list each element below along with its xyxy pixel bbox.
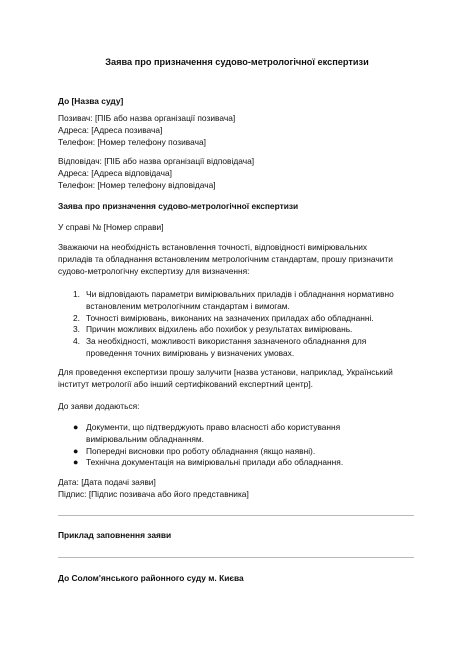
statement-heading: Заява про призначення судово-метрологічної експертизи: [58, 201, 299, 211]
engage-line: інститут метрології або інший сертифікований експертний центр].: [58, 378, 313, 389]
attachment-text: Документи, що підтверджують право власності або користування: [86, 422, 341, 432]
question-text: встановленим метрологічним стандартам і вимогам.: [86, 300, 290, 311]
intro-paragraph: [58, 242, 418, 277]
question-item: [58, 336, 418, 360]
example-heading: Приклад заповнення заяви: [58, 530, 172, 540]
question-text: За необхідності, можливості використання зазначеного обладнання для: [86, 336, 367, 347]
defendant-phone: Телефон: [Номер телефону відповідача]: [58, 179, 216, 190]
defendant-block: [58, 156, 418, 191]
bullet-icon: ●: [73, 445, 79, 456]
case-number: У справі № [Номер справи]: [58, 222, 164, 232]
intro-line: приладів та обладнання встановленим метрологічним стандартам, прошу призначити: [58, 253, 393, 264]
attachment-item: [58, 457, 418, 469]
intro-line: Зважаючи на необхідність встановлення точності, відповідності вимірювальних: [58, 242, 368, 252]
signature-line: Підпис: [Підпис позивача або його представника]: [58, 489, 249, 499]
question-number: 4.: [73, 336, 80, 347]
bullet-icon: ●: [73, 457, 79, 468]
question-number: 2.: [73, 312, 80, 323]
attachments-label: До заяви додаються:: [58, 401, 140, 411]
questions-list: [58, 289, 418, 360]
engage-paragraph: [58, 367, 418, 391]
date-line: Дата: [Дата подачі заяви]: [58, 477, 156, 487]
question-number: 3.: [73, 324, 80, 335]
engage-line: Для проведення експертизи прошу залучити [назва установи, наприклад, Український: [58, 367, 393, 377]
plaintiff-address: Адреса: [Адреса позивача]: [58, 124, 163, 135]
divider: [58, 515, 414, 516]
attachment-text: вимірювальним обладнанням.: [86, 433, 204, 444]
question-text: Причин можливих відхилень або похибок у результатах вимірювань.: [86, 324, 353, 335]
plaintiff-block: [58, 113, 418, 148]
bullet-icon: ●: [73, 422, 79, 432]
divider: [58, 557, 414, 558]
attachment-text: Попередні висновки про роботу обладнання (якщо наявні).: [86, 445, 316, 456]
question-item: [58, 324, 418, 336]
plaintiff-phone: Телефон: [Номер телефону позивача]: [58, 136, 206, 147]
attachments-list: [58, 422, 418, 469]
attachment-text: Технічна документація на вимірювальні прилади або обладнання.: [86, 457, 344, 468]
question-item: [58, 289, 418, 313]
court-addressee: До [Назва суду]: [58, 96, 124, 106]
intro-line: судово-метрологічну експертизу для визначення:: [58, 265, 250, 276]
example-court-addressee: До Солом'янського районного суду м. Києва: [58, 573, 244, 583]
question-text: проведення точних вимірювань у визначених умовах.: [86, 347, 295, 358]
defendant-name: Відповідач: [ПІБ або назва організації відповідача]: [58, 156, 255, 166]
defendant-address: Адреса: [Адреса відповідача]: [58, 167, 172, 178]
question-text: Чи відповідають параметри вимірювальних приладів і обладнання нормативно: [86, 289, 394, 299]
question-number: 1.: [73, 289, 80, 299]
plaintiff-name: Позивач: [ПІБ або назва організації позивача]: [58, 113, 236, 123]
question-text: Точності вимірювань, виконаних на зазначених приладах або обладнанні.: [86, 312, 374, 323]
question-item: [58, 313, 418, 325]
attachment-item: [58, 446, 418, 458]
attachment-item: [58, 422, 418, 446]
document-title: Заява про призначення судово-метрологічної експертизи: [105, 57, 369, 67]
